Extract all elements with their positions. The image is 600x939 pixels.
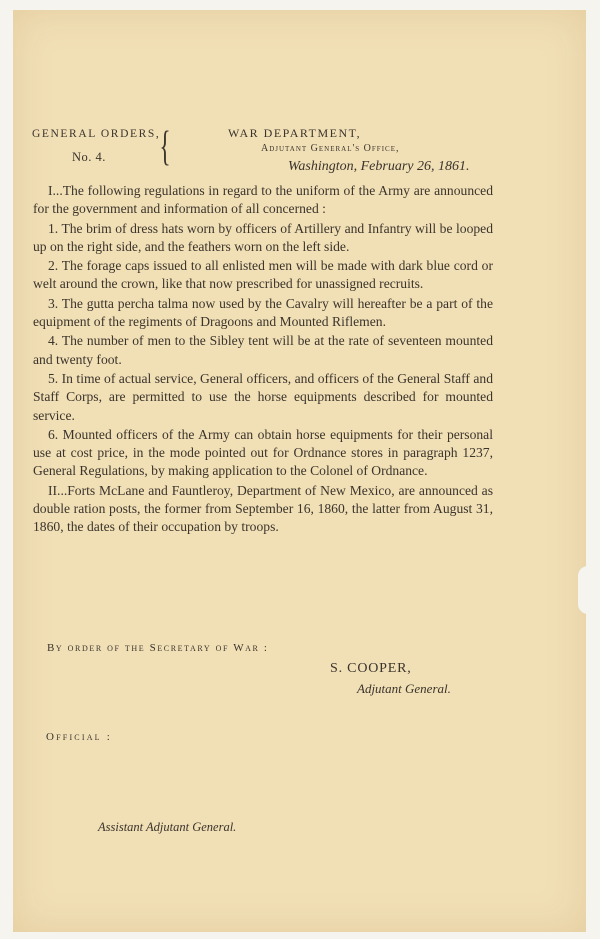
paragraph-6: 6. Mounted officers of the Army can obtain horse equipments for their personal use at cost price, in the mode pointed out for Ordnance stores in paragraph 1237, General Regulations, by making application to the Colonel of Ordnance.: [33, 426, 493, 479]
signer-name: S. COOPER,: [330, 661, 412, 676]
brace-symbol: {: [159, 124, 171, 170]
paper-notch: [578, 566, 594, 614]
order-line: By order of the Secretary of War :: [47, 642, 269, 654]
official-label: Official :: [46, 731, 112, 743]
paragraph-5: 5. In time of actual service, General officers, and officers of the General Staff and Staff Corps, are permitted to use the horse equipments described for mounted service.: [33, 370, 493, 423]
paragraph-1: 1. The brim of dress hats worn by officers of Artillery and Infantry will be looped up on the right side, and the feathers worn on the left side.: [33, 220, 493, 254]
paragraph-ii: II...Forts McLane and Fauntleroy, Department of New Mexico, are announced as double ration posts, the former from September 16, 1860, the latter from August 31, 1860, the dates of their occupation by troops.: [33, 482, 493, 535]
paragraph-2: 2. The forage caps issued to all enlisted men will be made with dark blue cord or welt around the crown, like that now prescribed for unassigned recruits.: [33, 258, 493, 292]
orders-title: GENERAL ORDERS,: [32, 128, 161, 140]
signer-title: Adjutant General.: [357, 681, 451, 696]
date-line: Washington, February 26, 1861.: [288, 159, 470, 174]
paragraph-3: 3. The gutta percha talma now used by the Cavalry will hereafter be a part of the equipment of the regiments of Dragoons and Mounted Riflemen.: [33, 295, 493, 330]
assistant-signature-line: Assistant Adjutant General.: [98, 820, 237, 834]
paragraph-intro: I...The following regulations in regard to the uniform of the Army are announced for the government and information of all concerned :: [33, 183, 493, 217]
office-name: Adjutant General's Office,: [261, 143, 400, 154]
orders-number: No. 4.: [72, 150, 106, 164]
order-body: [33, 182, 493, 538]
department-name: WAR DEPARTMENT,: [228, 126, 362, 140]
paragraph-4: 4. The number of men to the Sibley tent will be at the rate of seventeen mounted and twenty foot.: [33, 333, 493, 367]
